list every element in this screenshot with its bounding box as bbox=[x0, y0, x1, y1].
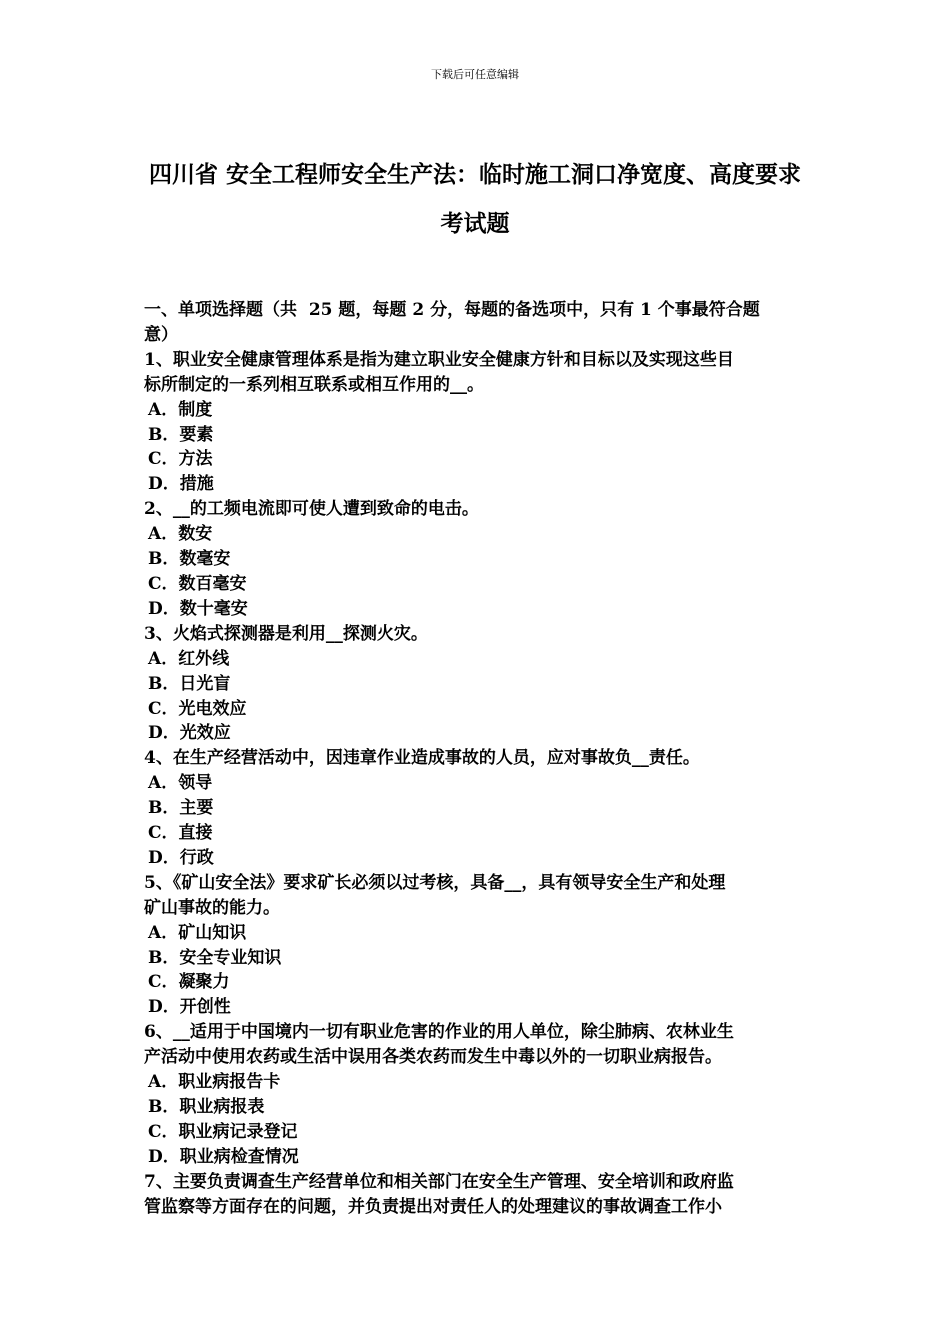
question-5 bbox=[144, 871, 810, 1020]
option-d: D．职业病检查情况 bbox=[148, 1146, 299, 1167]
option-b: B．要素 bbox=[148, 424, 214, 445]
option-c: C．数百毫安 bbox=[148, 573, 247, 594]
option-b: B．职业病报表 bbox=[148, 1097, 265, 1117]
option-d: D．开创性 bbox=[148, 997, 231, 1018]
option-b: B．主要 bbox=[148, 798, 214, 819]
option-c: C．光电效应 bbox=[148, 698, 247, 719]
question-text: 5、《矿山安全法》要求矿长必须以过考核，具备__，具有领导安全生产和处理 bbox=[144, 872, 726, 893]
document-title: 四川省 安全工程师安全生产法：临时施工洞口净宽度、高度要求考试题 bbox=[148, 161, 801, 237]
option-a: A．数安 bbox=[148, 524, 213, 545]
question-2 bbox=[144, 497, 810, 622]
question-text: 6、__适用于中国境内一切有职业危害的作业的用人单位，除尘肺病、农林业生 bbox=[144, 1022, 734, 1043]
question-text: 1、职业安全健康管理体系是指为建立职业安全健康方针和目标以及实现这些目 bbox=[144, 349, 734, 370]
option-c: C．职业病记录登记 bbox=[148, 1121, 298, 1142]
option-d: D．措施 bbox=[148, 474, 214, 495]
option-c: C．直接 bbox=[148, 823, 213, 844]
question-6 bbox=[144, 1020, 810, 1169]
option-d: D．数十毫安 bbox=[148, 598, 248, 619]
option-d: D．行政 bbox=[148, 847, 214, 868]
header-note: 下载后可任意编辑 bbox=[431, 68, 519, 81]
question-3 bbox=[144, 622, 810, 747]
question-text: 矿山事故的能力。 bbox=[144, 897, 280, 918]
option-d: D．光效应 bbox=[148, 723, 231, 744]
question-7 bbox=[144, 1170, 810, 1220]
option-a: A．制度 bbox=[148, 399, 213, 420]
question-1 bbox=[144, 348, 810, 497]
question-text: 2、__的工频电流即可使人遭到致命的电击。 bbox=[144, 499, 479, 520]
section-heading-line: 意） bbox=[144, 324, 178, 345]
option-b: B．安全专业知识 bbox=[148, 947, 282, 968]
question-text: 管监察等方面存在的问题，并负责提出对责任人的处理建议的事故调查工作小 bbox=[144, 1196, 722, 1217]
option-a: A．红外线 bbox=[148, 648, 230, 669]
question-text: 3、火焰式探测器是利用__探测火灾。 bbox=[144, 623, 428, 644]
section-heading-line: 一、单项选择题（共 25 题，每题 2 分，每题的备选项中，只有 1 个事最符合题 bbox=[144, 300, 760, 320]
option-c: C．凝聚力 bbox=[148, 972, 230, 993]
option-a: A．领导 bbox=[148, 773, 213, 794]
option-c: C．方法 bbox=[148, 449, 213, 470]
question-4 bbox=[144, 746, 810, 871]
option-a: A．矿山知识 bbox=[148, 922, 247, 943]
question-text: 7、主要负责调查生产经营单位和相关部门在安全生产管理、安全培训和政府监 bbox=[144, 1171, 734, 1192]
option-b: B．数毫安 bbox=[148, 549, 231, 570]
question-text: 产活动中使用农药或生活中误用各类农药而发生中毒以外的一切职业病报告。 bbox=[144, 1047, 722, 1068]
option-a: A．职业病报告卡 bbox=[148, 1072, 281, 1093]
question-text: 标所制定的一系列相互联系或相互作用的__。 bbox=[144, 374, 484, 395]
document-body bbox=[144, 298, 810, 1220]
question-text: 4、在生产经营活动中，因违章作业造成事故的人员，应对事故负__责任。 bbox=[144, 748, 700, 769]
option-b: B．日光盲 bbox=[148, 673, 231, 694]
